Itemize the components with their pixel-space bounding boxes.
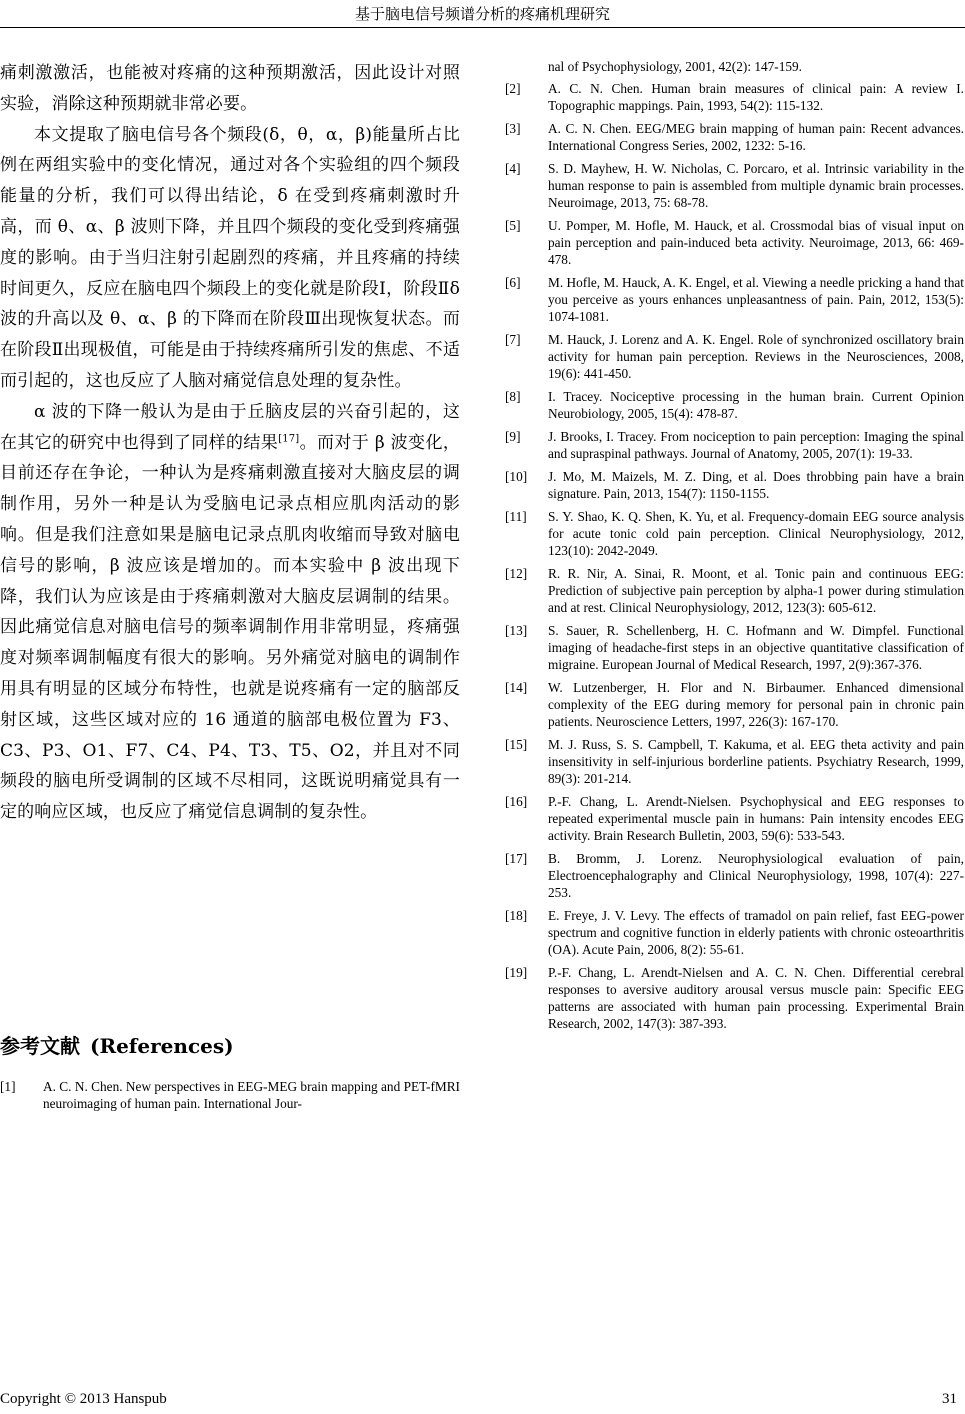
reference-item	[505, 964, 964, 1032]
reference-number: [17]	[505, 851, 528, 866]
reference-text: I. Tracey. Nociceptive processing in the human brain. Current Opinion Neurobiology, 2005, 15(4): 478-87.	[548, 389, 964, 421]
reference-text: S. D. Mayhew, H. W. Nicholas, C. Porcaro, et al. Intrinsic variability in the human response to pain is assembled from multiple dynamic brain processes. Neuroimage, 2013, 75: 68-78.	[548, 161, 964, 210]
body-paragraph-3-part2: 。而对于 β 波变化，目前还存在争论，一种认为是疼痛刺激直接对大脑皮层的调制作用，另外一种是认为受脑电记录点相应肌肉活动的影响。但是我们注意如果是脑电记录点肌肉收缩而导致对脑电信号的影响，β 波应该是增加的。而本实验中 β 波出现下降，我们认为应该是由于疼痛刺激对大脑皮层调制的结果。因此痛觉信息对脑电信号的频率调制作用非常明显，疼痛强度对频率调制幅度有很大的影响。另外痛觉对脑电的调制作用具有明显的区域分布特性，也就是说疼痛有一定的脑部反射区域，这些区域对应的 16 通道的脑部电极位置为 F3、C3、P3、O1、F7、C4、P4、T3、T5、O2，并且对不同频段的脑电所受调制的区域不尽相同，这既说明痛觉具有一定的响应区域，也反应了痛觉信息调制的复杂性。	[0, 432, 460, 823]
footer-copyright: Copyright © 2013 Hanspub	[0, 1391, 167, 1407]
reference-text: U. Pomper, M. Hofle, M. Hauck, et al. Crossmodal bias of visual input on pain perception and pain-induced beta activity. Neuroimage, 2013, 66: 469-478.	[548, 218, 964, 267]
reference-text: A. C. N. Chen. Human brain measures of clinical pain: A review I. Topographic mappings. Pain, 1993, 54(2): 115-132.	[548, 81, 964, 113]
reference-text: P.-F. Chang, L. Arendt-Nielsen. Psychophysical and EEG responses to repeated experimental muscle pain in humans: Pain intensity encodes EEG activity. Brain Research Bulletin, 2003, 59(6): 533-543.	[548, 794, 964, 843]
reference-number: [5]	[505, 218, 521, 233]
left-column	[0, 58, 460, 828]
references-heading-en: (References)	[90, 1034, 234, 1058]
reference-item	[505, 850, 964, 901]
reference-item	[505, 331, 964, 382]
reference-number: [7]	[505, 332, 521, 347]
reference-text: M. J. Russ, S. S. Campbell, T. Kakuma, et al. EEG theta activity and pain insensitivity in self-injurious borderline patients. Psychiatry Research, 1999, 89(3): 201-214.	[548, 737, 964, 786]
reference-number: [18]	[505, 908, 528, 923]
reference-number: [2]	[505, 81, 521, 96]
reference-number: [13]	[505, 623, 528, 638]
citation-17[interactable]: [17]	[278, 432, 300, 444]
body-paragraph-1: 痛刺激激活，也能被对疼痛的这种预期激活，因此设计对照实验，消除这种预期就非常必要。	[0, 63, 460, 114]
reference-text: R. R. Nir, A. Sinai, R. Moont, et al. Tonic pain and continuous EEG: Prediction of subjective pain perception by alpha-1 power during stimulation and at rest. Clinical Neurophysiology, 2012, 123(3): 605-612.	[548, 566, 964, 615]
body-paragraph-2: 本文提取了脑电信号各个频段(δ，θ，α，β)能量所占比例在两组实验中的变化情况，通过对各个实验组的四个频段能量的分析，我们可以得出结论，δ 在受到疼痛刺激时升高，而 θ、α、β 波则下降，并且四个频段的变化受到疼痛强度的影响。由于当归注射引起剧烈的疼痛，并且疼痛的持续时间更久，反应在脑电四个频段上的变化就是阶段Ⅰ，阶段Ⅱδ 波的升高以及 θ、α、β 的下降而在阶段Ⅲ出现恢复状态。而在阶段Ⅱ出现极值，可能是由于持续疼痛所引发的焦虑、不适而引起的，这也反应了人脑对痛觉信息处理的复杂性。	[0, 124, 460, 391]
reference-item	[505, 160, 964, 211]
reference-item	[505, 217, 964, 268]
reference-number: [3]	[505, 121, 521, 136]
reference-text: A. C. N. Chen. EEG/MEG brain mapping of human pain: Recent advances. International Congress Series, 2002, 1232: 5-16.	[548, 121, 964, 153]
references-heading-cn: 参考文献	[0, 1034, 80, 1058]
running-header: 基于脑电信号频谱分析的疼痛机理研究	[354, 5, 610, 23]
reference-number: [16]	[505, 794, 528, 809]
reference-item	[505, 58, 964, 75]
body-paragraph-3	[0, 397, 460, 828]
reference-number: [11]	[505, 509, 527, 524]
reference-text: J. Mo, M. Maizels, M. Z. Ding, et al. Does throbbing pain have a brain signature. Pain, 2013, 154(7): 1150-1155.	[548, 469, 964, 501]
reference-item	[0, 1078, 460, 1112]
reference-item	[505, 793, 964, 844]
reference-item	[505, 508, 964, 559]
reference-text: M. Hofle, M. Hauck, A. K. Engel, et al. Viewing a needle pricking a hand that you perceive as yours enhances unpleasantness of pain. Pain, 2012, 153(5): 1074-1081.	[548, 275, 964, 324]
reference-item	[505, 428, 964, 462]
reference-text: P.-F. Chang, L. Arendt-Nielsen and A. C. N. Chen. Differential cerebral responses to aversive auditory arousal versus muscle pain: Specific EEG patterns are associated with human pain processing. Experimental Brain Research, 2002, 147(3): 387-393.	[548, 965, 964, 1031]
reference-text: S. Y. Shao, K. Q. Shen, K. Yu, et al. Frequency-domain EEG source analysis for acute tonic cold pain perception. Clinical Neurophysiology, 2012, 123(10): 2042-2049.	[548, 509, 964, 558]
header-rule	[0, 27, 965, 28]
reference-list-left	[0, 1078, 460, 1118]
reference-item	[505, 679, 964, 730]
reference-text: nal of Psychophysiology, 2001, 42(2): 147-159.	[548, 59, 802, 74]
reference-number: [9]	[505, 429, 521, 444]
reference-number: [8]	[505, 389, 521, 404]
reference-text: S. Sauer, R. Schellenberg, H. C. Hofmann and W. Dimpfel. Functional imaging of headache-first steps in an objective quantitative classification of migraine. European Journal of Medical Research, 1997, 2(9):367-376.	[548, 623, 964, 672]
reference-number: [1]	[0, 1079, 16, 1094]
reference-item	[505, 907, 964, 958]
body-paragraph-3-part1: α 波的下降一般认为是由于丘脑皮层的兴奋引起的，这在其它的研究中也得到了同样的结果	[0, 401, 460, 453]
reference-text: J. Brooks, I. Tracey. From nociception to pain perception: Imaging the spinal and supraspinal pathways. Journal of Anatomy, 2005, 207(1): 19-33.	[548, 429, 964, 461]
reference-item	[505, 622, 964, 673]
reference-number: [10]	[505, 469, 528, 484]
reference-text: W. Lutzenberger, H. Flor and N. Birbaumer. Enhanced dimensional complexity of the EEG during memory for personal pain in chronic pain patients. Neuroscience Letters, 1997, 226(3): 167-170.	[548, 680, 964, 729]
reference-item	[505, 736, 964, 787]
reference-number: [14]	[505, 680, 528, 695]
reference-number: [19]	[505, 965, 528, 980]
reference-item	[505, 80, 964, 114]
footer-page-number: 31	[942, 1391, 957, 1407]
references-heading	[0, 1033, 234, 1059]
reference-item	[505, 274, 964, 325]
reference-item	[505, 120, 964, 154]
reference-text: M. Hauck, J. Lorenz and A. K. Engel. Role of synchronized oscillatory brain activity for human pain perception. Reviews in the Neurosciences, 2008, 19(6): 441-450.	[548, 332, 964, 381]
reference-text: A. C. N. Chen. New perspectives in EEG-MEG brain mapping and PET-fMRI neuroimaging of human pain. International Jour-	[43, 1079, 460, 1111]
reference-number: [6]	[505, 275, 521, 290]
reference-item	[505, 388, 964, 422]
reference-item	[505, 468, 964, 502]
reference-number: [15]	[505, 737, 528, 752]
reference-number: [4]	[505, 161, 521, 176]
reference-text: B. Bromm, J. Lorenz. Neurophysiological evaluation of pain, Electroencephalography and Clinical Neurophysiology, 1998, 107(4): 227-253.	[548, 851, 964, 900]
reference-list-right	[505, 58, 964, 1038]
reference-item	[505, 565, 964, 616]
reference-text: E. Freye, J. V. Levy. The effects of tramadol on pain relief, fast EEG-power spectrum and cognitive function in elderly patients with chronic osteoarthritis (OA). Acute Pain, 2006, 8(2): 55-61.	[548, 908, 964, 957]
reference-number: [12]	[505, 566, 528, 581]
